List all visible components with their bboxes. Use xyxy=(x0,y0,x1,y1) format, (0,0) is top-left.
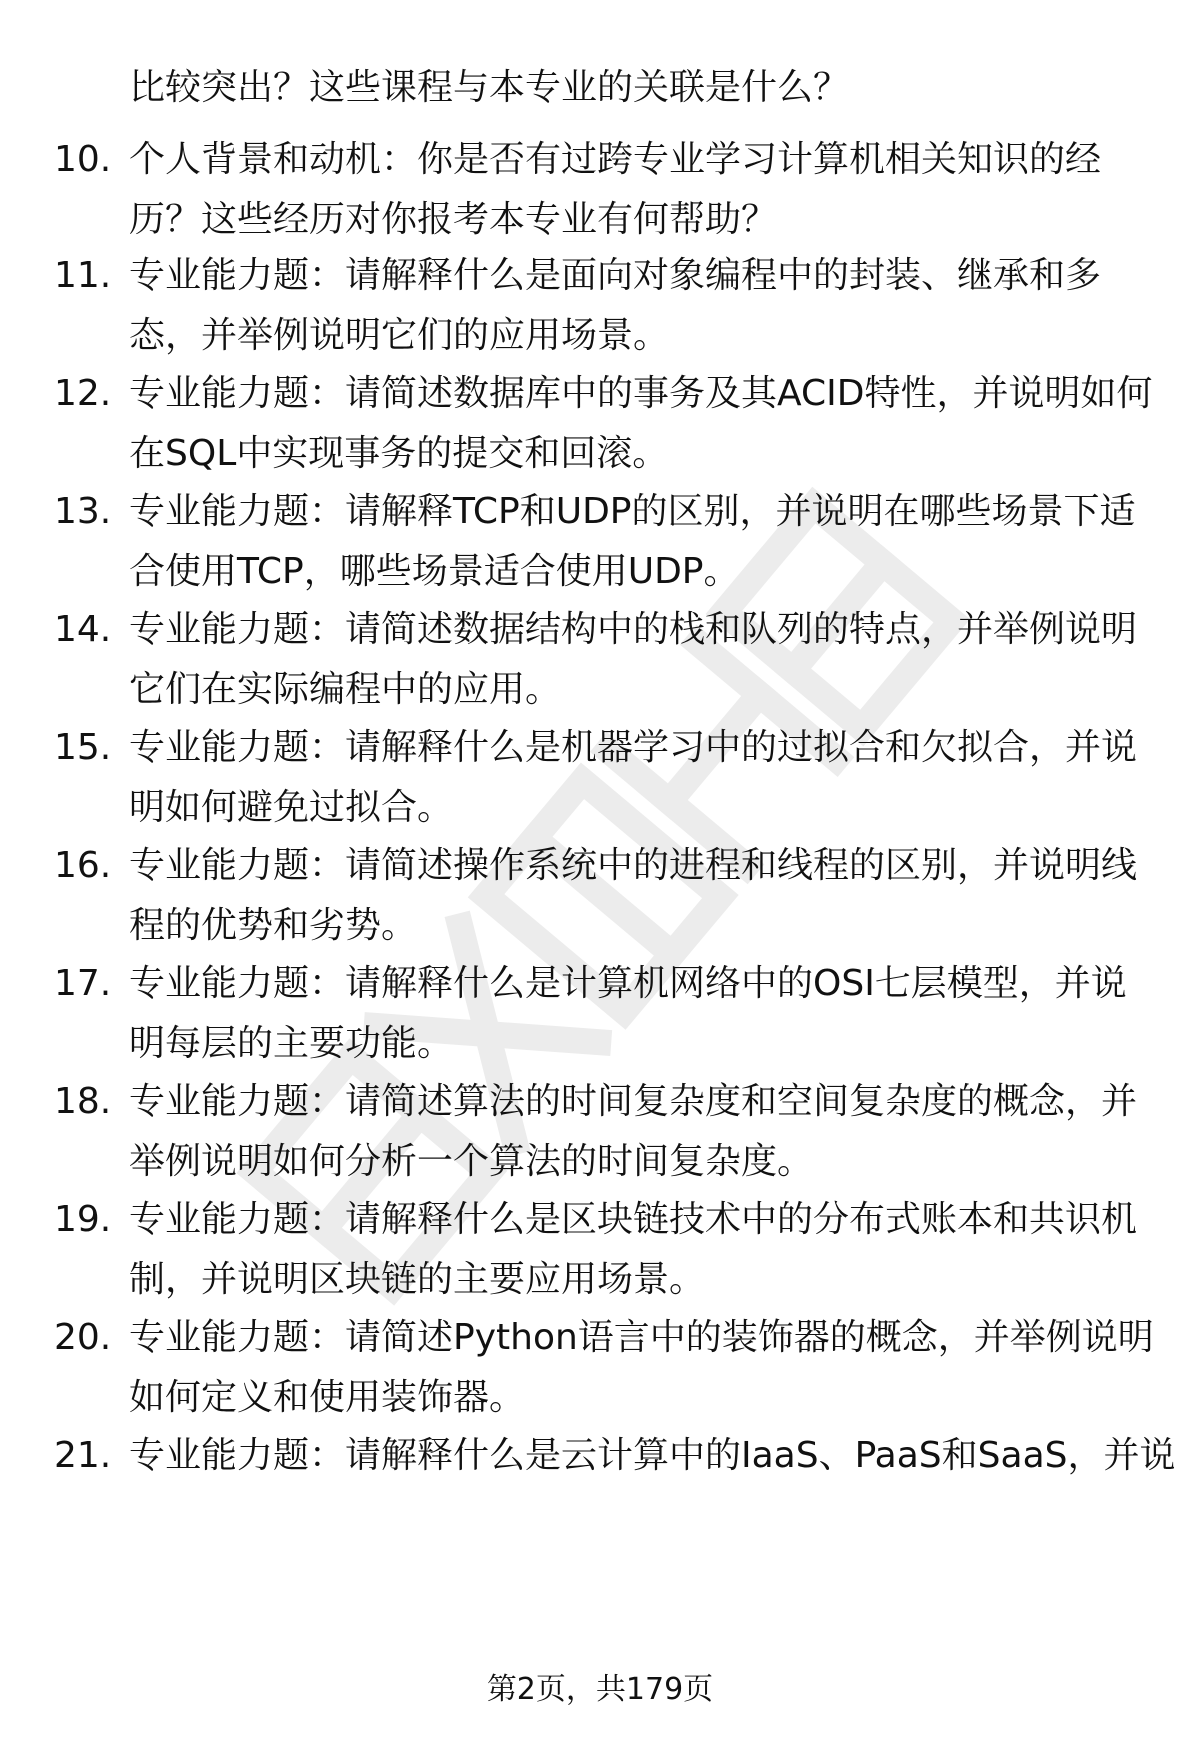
item-text-line: 专业能力题：请解释什么是云计算中的IaaS、PaaS和SaaS，并说 xyxy=(129,1435,1176,1476)
item-number: 15. xyxy=(54,727,112,768)
item-text-line: 在SQL中实现事务的提交和回滚。 xyxy=(129,433,669,474)
item-number: 19. xyxy=(54,1199,112,1240)
item-text-line: 专业能力题：请简述数据结构中的栈和队列的特点，并举例说明 xyxy=(129,609,1138,650)
item-text-line: 合使用TCP，哪些场景适合使用UDP。 xyxy=(129,551,740,592)
item-text xyxy=(129,364,1169,484)
item-text xyxy=(129,1072,1169,1192)
item-text-line: 明如何避免过拟合。 xyxy=(129,787,454,828)
item-text-line: 制，并说明区块链的主要应用场景。 xyxy=(129,1259,706,1300)
item-text-line: 专业能力题：请解释什么是面向对象编程中的封装、继承和多 xyxy=(129,255,1102,296)
item-text-line: 专业能力题：请简述Python语言中的装饰器的概念，并举例说明 xyxy=(129,1317,1154,1358)
item-number: 16. xyxy=(54,845,112,886)
item-text xyxy=(129,482,1169,602)
item-text-line: 程的优势和劣势。 xyxy=(129,905,418,946)
item-text-line: 明每层的主要功能。 xyxy=(129,1023,454,1064)
item-number: 10. xyxy=(54,139,112,180)
item-number: 21. xyxy=(54,1435,112,1476)
item-text xyxy=(129,1426,1176,1486)
item-text-line: 专业能力题：请解释TCP和UDP的区别，并说明在哪些场景下适 xyxy=(129,491,1136,532)
item-text-line: 专业能力题：请解释什么是区块链技术中的分布式账本和共识机 xyxy=(129,1199,1138,1240)
item-text-line: 专业能力题：请简述数据库中的事务及其ACID特性，并说明如何 xyxy=(129,373,1153,414)
item-text-line: 专业能力题：请简述算法的时间复杂度和空间复杂度的概念，并 xyxy=(129,1081,1138,1122)
item-text-line: 专业能力题：请简述操作系统中的进程和线程的区别，并说明线 xyxy=(129,845,1138,886)
item-text xyxy=(129,130,1169,250)
item-number: 17. xyxy=(54,963,112,1004)
item-text-line: 专业能力题：请解释什么是计算机网络中的OSI七层模型，并说 xyxy=(129,963,1127,1004)
item-text-line: 专业能力题：请解释什么是机器学习中的过拟合和欠拟合，并说 xyxy=(129,727,1138,768)
item-number: 11. xyxy=(54,255,112,296)
item-text xyxy=(129,600,1169,720)
item-number: 18. xyxy=(54,1081,112,1122)
item-number: 13. xyxy=(54,491,112,532)
continuation-line: 比较突出？这些课程与本专业的关联是什么？ xyxy=(129,67,850,108)
item-number: 12. xyxy=(54,373,112,414)
item-text-line: 如何定义和使用装饰器。 xyxy=(129,1377,526,1418)
item-text xyxy=(129,954,1169,1074)
item-number: 20. xyxy=(54,1317,112,1358)
item-text xyxy=(129,1190,1169,1310)
item-text-line: 举例说明如何分析一个算法的时间复杂度。 xyxy=(129,1141,814,1182)
item-text-line: 历？这些经历对你报考本专业有何帮助？ xyxy=(129,199,778,240)
item-text xyxy=(129,836,1169,956)
page-footer: 第2页，共179页 xyxy=(486,1672,714,1707)
item-text xyxy=(129,246,1169,366)
item-text-line: 它们在实际编程中的应用。 xyxy=(129,669,562,710)
item-text xyxy=(129,718,1169,838)
item-number: 14. xyxy=(54,609,112,650)
item-text xyxy=(129,1308,1169,1428)
item-text-line: 个人背景和动机：你是否有过跨专业学习计算机相关知识的经 xyxy=(129,139,1102,180)
item-text-line: 态，并举例说明它们的应用场景。 xyxy=(129,315,670,356)
